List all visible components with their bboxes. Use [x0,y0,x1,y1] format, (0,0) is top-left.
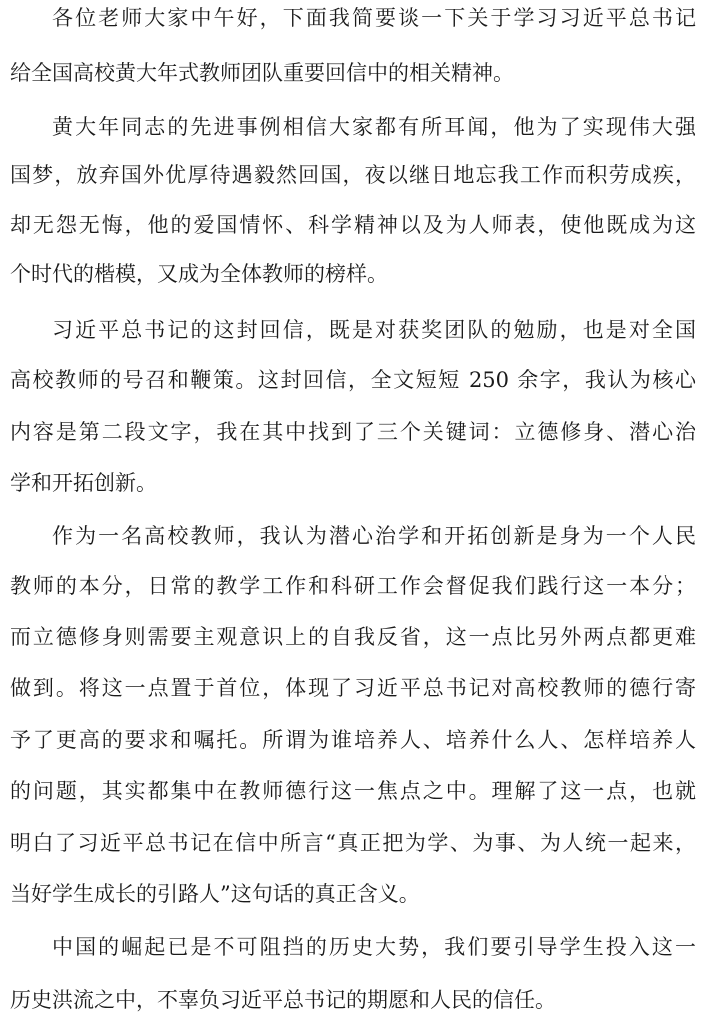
paragraph-4-line-4: 做到。将这一点置于首位，体现了习近平总书记对高校教师的德行寄 [10,676,696,700]
paragraph-1-line-2: 给全国高校黄大年式教师团队重要回信中的相关精神。 [10,61,514,85]
paragraph-4-line-2: 教师的本分，日常的教学工作和科研工作会督促我们践行这一本分； [10,574,696,598]
paragraph-3-line-3: 内容是第二段文字，我在其中找到了三个关键词：立德修身、潜心治 [10,420,696,444]
paragraph-5-line-1: 中国的崛起已是不可阻挡的历史大势，我们要引导学生投入这一 [52,935,696,959]
paragraph-2-line-4: 个时代的楷模，又成为全体教师的榜样。 [10,262,388,286]
paragraph-4-line-3: 而立德修身则需要主观意识上的自我反省，这一点比另外两点都更难 [10,625,696,649]
paragraph-4-line-5: 予了更高的要求和嘱托。所谓为谁培养人、培养什么人、怎样培养人 [10,728,696,752]
paragraph-4-line-8: 当好学生成长的引路人”这句话的真正含义。 [10,882,420,906]
paragraph-3-line-4: 学和开拓创新。 [10,471,157,495]
paragraph-5-line-2: 历史洪流之中，不辜负习近平总书记的期愿和人民的信任。 [10,988,556,1012]
paragraph-2-line-1: 黄大年同志的先进事例相信大家都有所耳闻，他为了实现伟大强 [52,115,696,139]
paragraph-2-line-3: 却无怨无悔，他的爱国情怀、科学精神以及为人师表，使他既成为这 [10,213,696,237]
paragraph-4-line-1: 作为一名高校教师，我认为潜心治学和开拓创新是身为一个人民 [52,524,696,548]
paragraph-3-line-1: 习近平总书记的这封回信，既是对获奖团队的勉励，也是对全国 [52,318,696,342]
paragraph-1-line-1: 各位老师大家中午好，下面我简要谈一下关于学习习近平总书记 [52,6,696,30]
paragraph-3-line-2: 高校教师的号召和鞭策。这封回信，全文短短 250 余字，我认为核心 [10,368,696,392]
paragraph-4-line-6: 的问题，其实都集中在教师德行这一焦点之中。理解了这一点，也就 [10,779,696,803]
paragraph-2-line-2: 国梦，放弃国外优厚待遇毅然回国，夜以继日地忘我工作而积劳成疾， [10,163,696,187]
paragraph-4-line-7: 明白了习近平总书记在信中所言“真正把为学、为事、为人统一起来， [10,831,696,855]
